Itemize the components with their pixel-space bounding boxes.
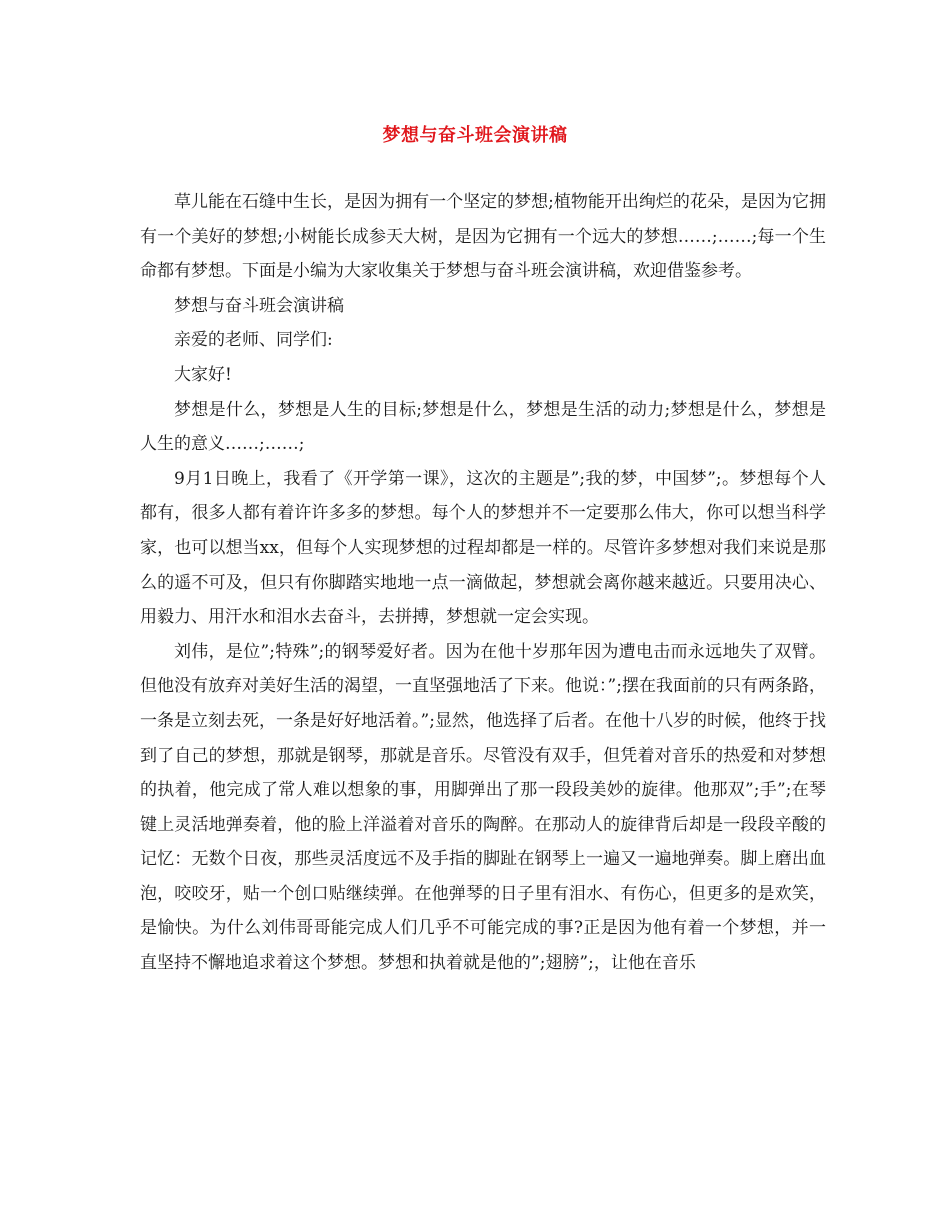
paragraph-greeting: 大家好! (174, 364, 232, 385)
paragraph-first-lesson: 9月1日晚上，我看了《开学第一课》，这次的主题是”;我的梦，中国梦”;。梦想每个人都有，很多人都有着许许多多的梦想。每个人的梦想并不一定要那么伟大，你可以想当科学家，也可以想当xx，但每个人实现梦想的过程却都是一样的。尽管许多梦想对我们来说是那么的遥不可及，但只有你脚踏实地地一点一滴做起，梦想就会离你越来越近。只要用决心、用毅力、用汗水和泪水去奋斗，去拼搏，梦想就一定会实现。 (140, 468, 826, 628)
document-title: 梦想与奋斗班会演讲稿 (382, 125, 568, 146)
paragraph-heading: 梦想与奋斗班会演讲稿 (174, 295, 344, 316)
paragraph-liu-wei: 刘伟，是位”;特殊”;的钢琴爱好者。因为在他十岁那年因为遭电击而永远地失了双臂。但他没有放弃对美好生活的渴望，一直坚强地活了下来。他说：”;摆在我面前的只有两条路，一条是立刻去死，一条是好好地活着。”;显然，他选择了后者。在他十八岁的时候，他终于找到了自己的梦想，那就是钢琴，那就是音乐。尽管没有双手，但凭着对音乐的热爱和对梦想的执着，他完成了常人难以想象的事，用脚弹出了那一段段美妙的旋律。他那双”;手”;在琴键上灵活地弹奏着，他的脸上洋溢着对音乐的陶醉。在那动人的旋律背后却是一段段辛酸的记忆：无数个日夜，那些灵活度远不及手指的脚趾在钢琴上一遍又一遍地弹奏。脚上磨出血泡，咬咬牙，贴一个创口贴继续弹。在他弹琴的日子里有泪水、有伤心，但更多的是欢笑，是愉快。为什么刘伟哥哥能完成人们几乎不可能完成的事?正是因为他有着一个梦想，并一直坚持不懈地追求着这个梦想。梦想和执着就是他的”;翅膀”;，让他在音乐 (140, 641, 826, 974)
paragraph-intro: 草儿能在石缝中生长，是因为拥有一个坚定的梦想;植物能开出绚烂的花朵，是因为它拥有一个美好的梦想;小树能长成参天大树，是因为它拥有一个远大的梦想……;……;每一个生命都有梦想。下面是小编为大家收集关于梦想与奋斗班会演讲稿，欢迎借鉴参考。 (140, 192, 826, 282)
paragraph-dream-meaning: 梦想是什么，梦想是人生的目标;梦想是什么，梦想是生活的动力;梦想是什么，梦想是人生的意义……;……; (140, 399, 826, 455)
document-body (140, 185, 826, 981)
paragraph-salutation: 亲爱的老师、同学们: (174, 330, 333, 351)
